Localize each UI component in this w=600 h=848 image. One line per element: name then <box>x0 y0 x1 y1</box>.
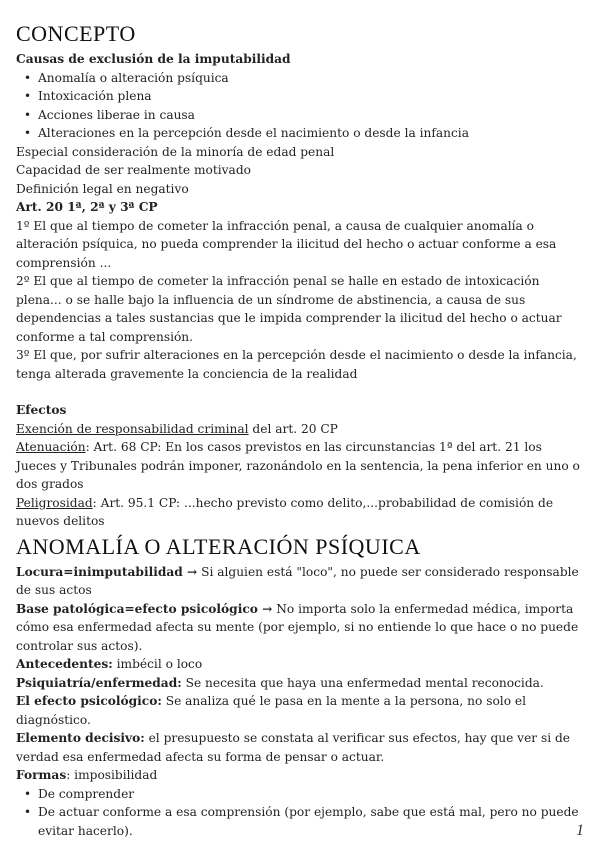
formas-list <box>16 785 584 841</box>
document-page <box>16 22 584 840</box>
list-item: • Anomalía o alteración psíquica <box>38 69 584 88</box>
anomalia-item <box>16 655 584 674</box>
item-label: Elemento decisivo: <box>16 731 145 745</box>
text-line: Definición legal en negativo <box>16 181 189 196</box>
peligrosidad-label: Peligrosidad <box>16 495 93 510</box>
anomalia-item <box>16 600 584 656</box>
item-text: Se necesita que haya una enfermedad mental reconocida. <box>181 675 544 690</box>
list-item: • Intoxicación plena <box>38 87 584 106</box>
peligrosidad-text: : Art. 95.1 CP: ...hecho previsto como delito,...probabilidad de comisión de nuevos delitos <box>16 495 554 528</box>
item-text: Se analiza qué le pasa en la mente a la persona, no solo el diagnóstico. <box>16 694 527 727</box>
formas-line <box>16 766 584 785</box>
exclusion-causes-list <box>16 69 584 143</box>
item-label: Base patológica=efecto psicológico → <box>16 601 273 616</box>
anomalia-item <box>16 692 584 729</box>
efecto-peligrosidad <box>16 494 584 531</box>
efectos-heading: Efectos <box>16 403 67 417</box>
text-line: Especial consideración de la minoría de edad penal <box>16 144 335 159</box>
text-line: Capacidad de ser realmente motivado <box>16 163 251 177</box>
anomalia-item <box>16 563 584 600</box>
section-title-anomalia: ANOMALÍA O ALTERACIÓN PSÍQUICA <box>16 533 421 559</box>
item-label: Psiquiatría/enfermedad: <box>16 675 182 690</box>
article-paragraph: 1º El que al tiempo de cometer la infracción penal, a causa de cualquier anomalía o alteración psíquica, no pueda comprender la ilicitud del hecho o actuar conforme a esa comprensión ... <box>16 218 557 270</box>
formas-text: : imposibilidad <box>66 768 158 782</box>
atenuacion-label: Atenuación <box>16 440 86 454</box>
list-item: • De actuar conforme a esa comprensión (por ejemplo, sabe que está mal, pero no puede evitar hacerlo). <box>38 803 584 840</box>
page-number: 1 <box>576 822 584 839</box>
item-label: Locura=inimputabilidad → <box>16 564 198 579</box>
list-item: • Acciones liberae in causa <box>38 106 584 125</box>
exencion-label: Exención de responsabilidad criminal <box>16 421 249 436</box>
item-label: Antecedentes: <box>16 657 113 671</box>
item-text: imbécil o loco <box>112 657 203 671</box>
item-text: Si alguien está "loco", no puede ser considerado responsable de sus actos <box>16 564 579 597</box>
formas-label: Formas <box>16 768 67 782</box>
exencion-text: del art. 20 CP <box>248 421 338 436</box>
list-item: • Alteraciones en la percepción desde el nacimiento o desde la infancia <box>38 124 584 143</box>
anomalia-item <box>16 674 584 693</box>
item-text: el presupuesto se constata al verificar sus efectos, hay que ver si de verdad esa enfermedad afecta su forma de pensar o actuar. <box>16 731 571 764</box>
list-item: • De comprender <box>38 785 584 804</box>
anomalia-item <box>16 729 584 766</box>
article-paragraph: 2º El que al tiempo de cometer la infracción penal se halle en estado de intoxicación plena... o se halle bajo la influencia de un síndrome de abstinencia, a causa de sus dependencias a tales sustancias que le impida comprender la ilicitud del hecho o actuar conforme a tal comprensión. <box>16 274 562 344</box>
efecto-atenuacion <box>16 438 584 494</box>
item-text: No importa solo la enfermedad médica, importa cómo esa enfermedad afecta su mente (por ejemplo, si no entiende lo que hace o no puede controlar sus actos). <box>16 601 579 653</box>
concepto-subtitle: Causas de exclusión de la imputabilidad <box>16 52 291 66</box>
section-title-concepto: CONCEPTO <box>16 21 136 46</box>
efecto-exencion <box>16 420 584 439</box>
article-heading: Art. 20 1ª, 2ª y 3ª CP <box>16 200 158 214</box>
article-paragraph: 3º El que, por sufrir alteraciones en la percepción desde el nacimiento o desde la infancia, tenga alterada gravemente la conciencia de la realidad <box>16 348 577 381</box>
atenuacion-text: : Art. 68 CP: En los casos previstos en las circunstancias 1ª del art. 21 los Jueces y Tribunales podrán imponer, razonándolo en la sentencia, la pena inferior en uno o dos grados <box>16 440 580 491</box>
item-label: El efecto psicológico: <box>16 694 162 708</box>
